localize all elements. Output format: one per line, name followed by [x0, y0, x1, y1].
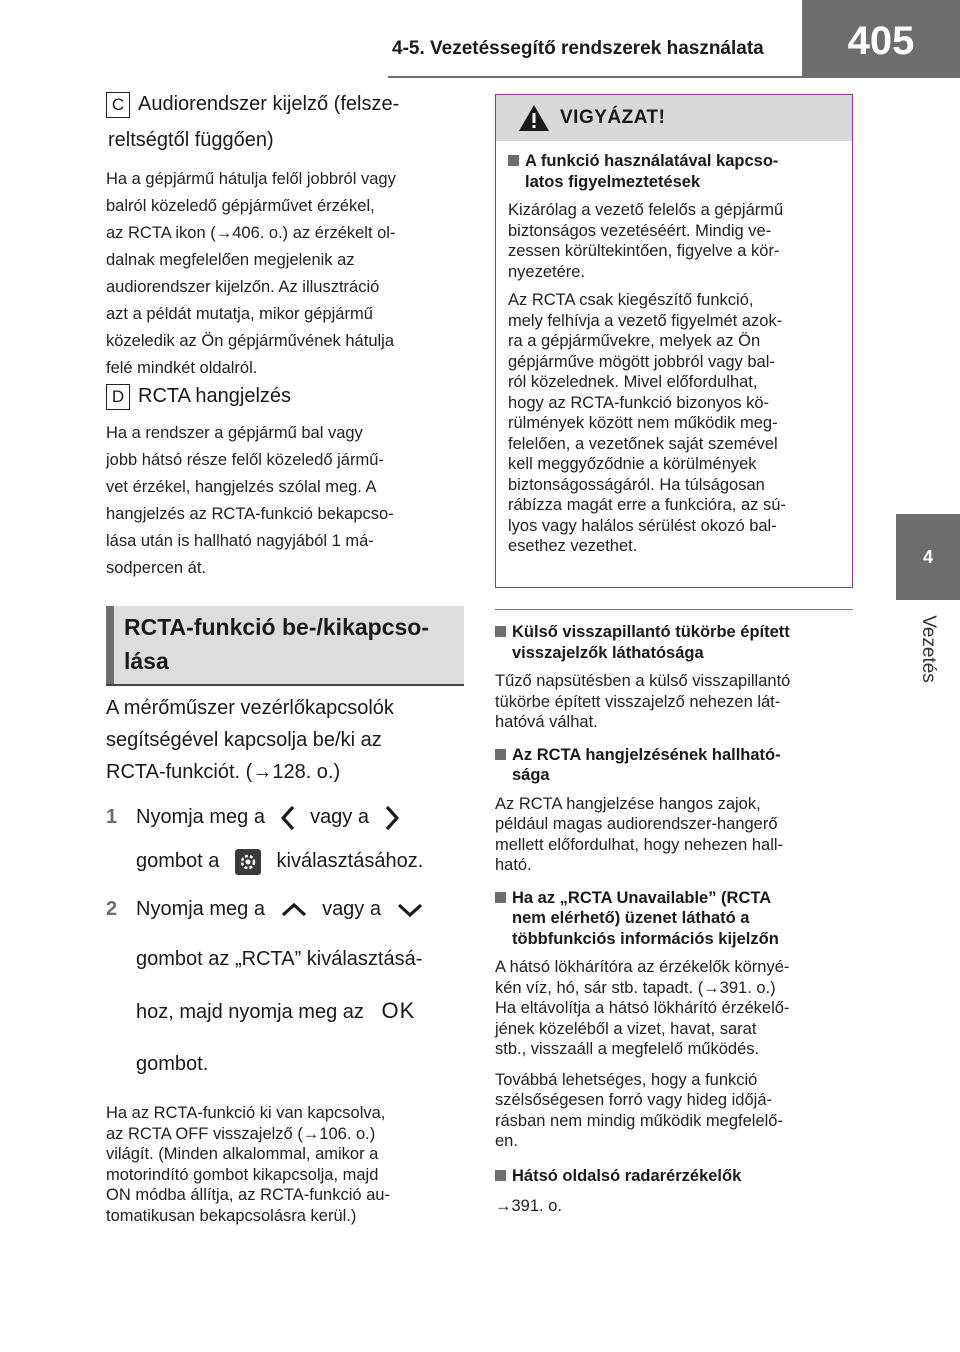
step-text: gombot a: [136, 850, 220, 872]
step-1: [106, 796, 464, 882]
text-line: nyezetére.: [508, 262, 586, 281]
text-line: A hátsó lökhárítóra az érzékelők környé-: [495, 958, 790, 976]
section-title: 4-5. Vezetéssegítő rendszerek használata: [392, 38, 764, 59]
text-line: motorindító gombot kikapcsolja, majd: [106, 1165, 379, 1184]
note: [106, 1103, 464, 1226]
text-line: mellett előfordulhat, hogy nehezen hall-: [495, 835, 784, 854]
warning-paragraph: [508, 290, 844, 557]
item-d-description: [106, 420, 464, 582]
text-line: Ha eltávolítja a hátsó lökhárító érzékelő-: [495, 999, 790, 1017]
item-d-letter: D: [106, 384, 130, 410]
procedure: [106, 692, 464, 1226]
chevron-right-icon: [385, 805, 399, 831]
note-heading: [495, 1166, 853, 1187]
text-line: Ha az RCTA-funkció ki van kapcsolva,: [106, 1104, 386, 1122]
step-text: hoz, majd nyomja meg az: [136, 1001, 364, 1023]
text-line: Ha a gépjármű hátulja felől jobbról vagy: [106, 170, 396, 188]
text-line: rábízza magát erre a funkcióra, az sú-: [508, 496, 786, 514]
warning-triangle-icon: [518, 104, 550, 132]
text-line: vet érzékel, hangjelzés szólal meg. A: [106, 478, 377, 496]
text-line: közeledik az Ön gépjárművének hátulja: [106, 332, 395, 350]
text-line: zessen körültekintően, figyelve a kör-: [508, 242, 780, 260]
intro-line: segítségével kapcsolja be/ki az: [106, 729, 382, 751]
warning-box: [495, 94, 853, 588]
text-line: sodpercen át.: [106, 559, 206, 577]
page-number: 405: [847, 19, 915, 63]
text-line: lyos vagy halálos sérülést okozó bal-: [508, 516, 777, 535]
chevron-left-icon: [281, 805, 295, 831]
text-line: nem elérhető) üzenet látható a: [512, 909, 750, 927]
chevron-up-icon: [281, 903, 307, 917]
header-rule: [388, 76, 802, 78]
text-line: Az RCTA hangjelzése hangos zajok,: [495, 794, 761, 813]
item-d: [106, 380, 464, 582]
intro-line: RCTA-funkciót. (→128. o.): [106, 761, 341, 783]
intro-line: A mérőműszer vezérlőkapcsolók: [106, 697, 394, 719]
text-line: rásban nem mindig működik megfelelő-: [495, 1111, 783, 1130]
step-2: [106, 888, 464, 1085]
step-text: gombot az „RCTA” kiválasztásá-: [136, 948, 423, 970]
step-number: 2: [106, 898, 118, 920]
step-text: vagy a: [322, 898, 381, 920]
warning-header: [496, 95, 852, 141]
text-line: Az RCTA csak kiegészítő funkció,: [508, 291, 754, 309]
text-line: sága: [512, 766, 550, 784]
step-text: gombot.: [136, 1053, 209, 1075]
step-text: Nyomja meg a: [136, 898, 265, 920]
section-heading: [106, 606, 464, 686]
text-line: ható.: [495, 856, 532, 874]
text-line: hangjelzés az RCTA-funkció bekapcso-: [106, 505, 394, 523]
square-bullet-icon: [508, 155, 519, 166]
item-c-title: [106, 88, 464, 156]
text-line: jének közeléből a vizet, havat, sarat: [495, 1019, 757, 1038]
section-heading-bar: [106, 606, 114, 684]
chevron-down-icon: [397, 903, 423, 917]
item-d-title: [106, 380, 464, 412]
divider: [495, 609, 853, 610]
right-notes: [495, 622, 853, 1225]
section-heading-line: RCTA-funkció be-/kikapcso-: [124, 614, 429, 640]
text-line: en.: [495, 1132, 518, 1150]
text-line: kell meggyőződnie a körülmények: [508, 455, 757, 473]
text-line: latos figyelmeztetések: [525, 172, 701, 191]
square-bullet-icon: [495, 1170, 506, 1181]
page-reference: →391. o.: [495, 1197, 562, 1215]
item-d-title-text: RCTA hangjelzés: [138, 385, 292, 407]
item-c-description: [106, 166, 464, 382]
text-line: hatóvá válhat.: [495, 713, 598, 731]
text-line: kén víz, hó, sár stb. tapadt. (→391. o.): [495, 978, 776, 997]
text-line: szélsőségesen forró vagy hideg időjá-: [495, 1091, 772, 1109]
step-number: 1: [106, 806, 118, 828]
step-text: Nyomja meg a: [136, 806, 265, 828]
item-c-letter: C: [106, 92, 130, 118]
text-line: például magas audiorendszer-hangerő: [495, 815, 778, 833]
text-line: mely felhívja a vezető figyelmét azok-: [508, 311, 783, 330]
item-c: [106, 88, 464, 382]
note-heading: [495, 888, 853, 950]
chapter-label-tab: [896, 600, 960, 698]
text-line: dalnak megfelelően megjelenik az: [106, 251, 355, 269]
note-paragraph: [495, 671, 853, 733]
text-line: Ha a rendszer a gépjármű bal vagy: [106, 424, 363, 442]
text-line: felelően, a vezetőnek saját szemével: [508, 434, 778, 453]
warning-subheading: [508, 151, 844, 192]
item-c-title-line: reltségtől függően): [108, 129, 274, 151]
text-line: gépjárműve mögött jobbról vagy bal-: [508, 352, 775, 371]
chapter-label: Vezetés: [918, 615, 940, 683]
text-line: Tűző napsütésben a külső visszapillantó: [495, 672, 791, 690]
text-line: azt a példát mutatja, mikor gépjármű: [106, 305, 373, 323]
section-heading-line: lása: [124, 648, 169, 674]
chapter-number-tab: 4: [896, 514, 960, 600]
text-line: biztonságos vezetéséért. Mindig ve-: [508, 221, 772, 240]
text-line: többfunkciós információs kijelzőn: [512, 929, 779, 948]
square-bullet-icon: [495, 892, 506, 903]
text-line: világít. (Minden alkalommal, amikor a: [106, 1145, 379, 1163]
text-line: Hátsó oldalsó radarérzékelők: [512, 1166, 742, 1185]
gear-icon: [235, 849, 261, 875]
note-paragraph: [495, 794, 853, 876]
text-line: stb., visszaáll a megfelelő működés.: [495, 1040, 760, 1058]
text-line: rülmények között nem működik meg-: [508, 414, 778, 432]
text-line: felé mindkét oldalról.: [106, 359, 258, 377]
text-line: hogy az RCTA-funkció bizonyos kö-: [508, 393, 770, 412]
warning-paragraph: [508, 200, 844, 282]
text-line: visszajelzők láthatósága: [512, 643, 704, 662]
note-paragraph: [495, 957, 853, 1060]
step-text: vagy a: [310, 806, 369, 828]
text-line: Kizárólag a vezető felelős a gépjármű: [508, 201, 784, 219]
step-text: kiválasztásához.: [276, 850, 424, 872]
note-heading: [495, 745, 853, 786]
text-line: ról közelednek. Mivel előfordulhat,: [508, 373, 758, 391]
text-line: jobb hátsó része felől közeledő jármű-: [106, 451, 384, 469]
text-line: balról közeledő gépjárművet érzékel,: [106, 197, 375, 215]
page-number-box: [802, 0, 960, 78]
square-bullet-icon: [495, 626, 506, 637]
text-line: esethez vezethet.: [508, 537, 638, 555]
square-bullet-icon: [495, 749, 506, 760]
text-line: audiorendszer kijelzőn. Az illusztráció: [106, 278, 380, 296]
warning-title: VIGYÁZAT!: [560, 107, 666, 128]
text-line: A funkció használatával kapcso-: [525, 152, 779, 170]
text-line: biztonságosságáról. Ha túlságosan: [508, 475, 765, 494]
text-line: az RCTA ikon (→406. o.) az érzékelt ol-: [106, 224, 396, 242]
text-line: Továbbá lehetséges, hogy a funkció: [495, 1070, 758, 1089]
text-line: az RCTA OFF visszajelző (→106. o.): [106, 1124, 376, 1143]
text-line: ra a gépjárművekre, melyek az Ön: [508, 332, 761, 350]
note-heading: [495, 622, 853, 663]
text-line: Ha az „RCTA Unavailable” (RCTA: [512, 888, 772, 907]
text-line: tükörbe épített visszajelző nehezen lát-: [495, 692, 781, 711]
text-line: lása után is hallható nagyjából 1 má-: [106, 532, 374, 550]
ok-button-label: OK: [381, 998, 416, 1023]
item-c-title-line: Audiorendszer kijelző (felsze-: [138, 93, 400, 115]
text-line: ON módba állítja, az RCTA-funkció au-: [106, 1186, 390, 1204]
note-paragraph: [495, 1070, 853, 1152]
text-line: tomatikusan bekapcsolásra kerül.): [106, 1206, 357, 1225]
text-line: Külső visszapillantó tükörbe épített: [512, 623, 790, 641]
text-line: Az RCTA hangjelzésének hallható-: [512, 745, 781, 764]
